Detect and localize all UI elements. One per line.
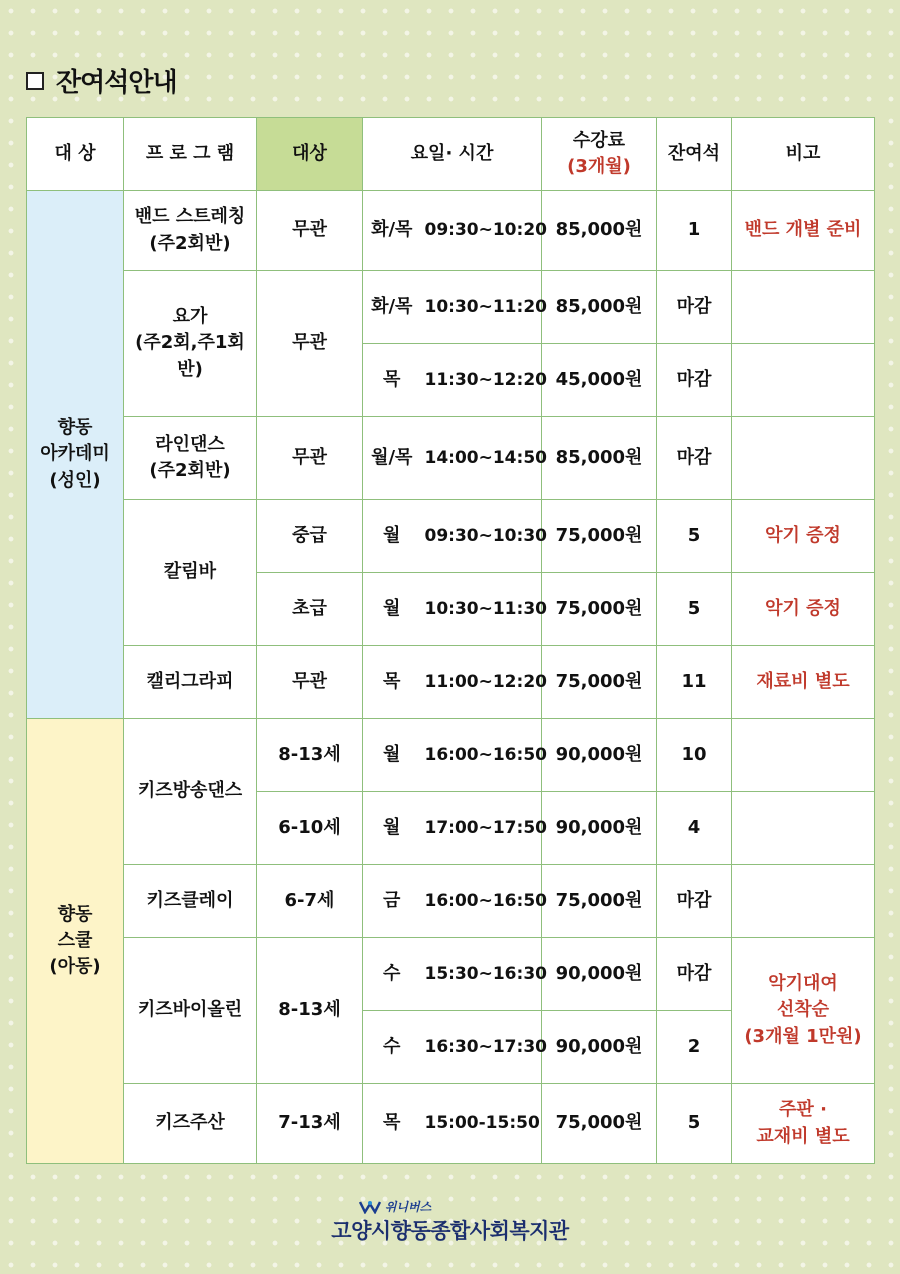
time-cell: 16:00~16:50 <box>421 865 542 938</box>
program-cell <box>124 938 257 1084</box>
note-cell <box>732 1084 875 1164</box>
seats-cell: 5 <box>657 500 732 573</box>
seats-cell: 5 <box>657 573 732 646</box>
program-cell <box>124 417 257 500</box>
day-cell: 월/목 <box>363 417 421 500</box>
note-cell <box>732 417 875 500</box>
level-cell: 무관 <box>257 646 363 719</box>
fee-label: 수강료 <box>572 129 626 151</box>
note-line: 밴드 개별 준비 <box>744 219 862 241</box>
logo-text: 위니버스 <box>384 1200 432 1214</box>
note-line: 악기 증정 <box>765 524 841 546</box>
day-cell: 목 <box>363 344 421 417</box>
note-cell <box>732 719 875 792</box>
fee-cell: 75,000원 <box>542 865 657 938</box>
program-cell <box>124 719 257 865</box>
table-row <box>27 500 875 573</box>
fee-period-note: (3개월) <box>567 156 631 177</box>
seats-cell: 마감 <box>657 865 732 938</box>
fee-cell: 85,000원 <box>542 417 657 500</box>
note-line: (3개월 1만원) <box>744 1025 862 1047</box>
time-cell: 17:00~17:50 <box>421 792 542 865</box>
col-header-level: 대상 <box>257 118 363 191</box>
program-cell <box>124 271 257 417</box>
time-cell: 11:30~12:20 <box>421 344 542 417</box>
program-sub: (주2회반) <box>149 460 231 481</box>
note-cell <box>732 271 875 344</box>
fee-cell: 75,000원 <box>542 646 657 719</box>
fee-cell: 85,000원 <box>542 271 657 344</box>
note-cell <box>732 646 875 719</box>
seats-cell: 마감 <box>657 344 732 417</box>
group-label-line: 스쿨 <box>57 929 93 951</box>
program-cell <box>124 1084 257 1164</box>
program-name: 키즈방송댄스 <box>137 780 243 802</box>
time-cell: 16:30~17:30 <box>421 1011 542 1084</box>
table-row <box>27 646 875 719</box>
program-name: 칼림바 <box>163 561 217 583</box>
time-cell: 15:00-15:50 <box>421 1084 542 1164</box>
time-cell: 16:00~16:50 <box>421 719 542 792</box>
note-cell <box>732 344 875 417</box>
day-cell: 목 <box>363 1084 421 1164</box>
time-cell: 10:30~11:20 <box>421 271 542 344</box>
table-header-row <box>27 118 875 191</box>
remaining-seats-table <box>26 117 875 1164</box>
footer <box>0 1198 900 1245</box>
day-cell: 화/목 <box>363 191 421 271</box>
note-line: 악기대여 <box>768 973 838 995</box>
program-name: 라인댄스 <box>155 433 225 455</box>
fee-cell: 45,000원 <box>542 344 657 417</box>
level-cell: 6-10세 <box>257 792 363 865</box>
day-cell: 목 <box>363 646 421 719</box>
note-cell <box>732 792 875 865</box>
table-row <box>27 1084 875 1164</box>
fee-cell: 75,000원 <box>542 500 657 573</box>
note-line: 재료비 별도 <box>756 670 850 692</box>
note-cell <box>732 191 875 271</box>
note-line: 교재비 별도 <box>756 1125 850 1147</box>
program-name: 밴드 스트레칭 <box>134 206 246 228</box>
fee-cell: 75,000원 <box>542 1084 657 1164</box>
note-line: 악기 증정 <box>765 597 841 619</box>
program-name: 요가 <box>172 306 208 328</box>
level-cell: 무관 <box>257 417 363 500</box>
day-cell: 월 <box>363 500 421 573</box>
note-cell <box>732 938 875 1084</box>
note-line: 주판 · <box>779 1099 827 1121</box>
organization-logo <box>0 1198 900 1215</box>
table-row <box>27 417 875 500</box>
program-sub: (주2회반) <box>149 232 231 254</box>
time-cell: 09:30~10:30 <box>421 500 542 573</box>
program-cell <box>124 500 257 646</box>
table-row <box>27 938 875 1011</box>
day-cell: 월 <box>363 719 421 792</box>
table-row <box>27 719 875 792</box>
seats-cell: 2 <box>657 1011 732 1084</box>
day-cell: 화/목 <box>363 271 421 344</box>
level-cell: 중급 <box>257 500 363 573</box>
program-name: 캘리그라피 <box>146 670 234 692</box>
col-header-fee <box>542 118 657 191</box>
group-label-line: 향동 <box>57 903 93 925</box>
note-cell <box>732 573 875 646</box>
organization-name: 고양시향동종합사회복지관 <box>331 1219 569 1243</box>
note-cell <box>732 500 875 573</box>
section-heading <box>26 62 177 99</box>
group-label-line: (성인) <box>49 469 101 491</box>
group-label-line: 아카데미 <box>40 443 110 465</box>
table-row <box>27 191 875 271</box>
group-label-line: (아동) <box>49 956 101 978</box>
program-name: 키즈바이올린 <box>137 999 243 1021</box>
fee-cell: 90,000원 <box>542 719 657 792</box>
col-header-seats: 잔여석 <box>657 118 732 191</box>
program-cell <box>124 865 257 938</box>
seats-cell: 10 <box>657 719 732 792</box>
program-cell <box>124 646 257 719</box>
level-cell: 6-7세 <box>257 865 363 938</box>
fee-cell: 90,000원 <box>542 938 657 1011</box>
table-row <box>27 865 875 938</box>
day-cell: 수 <box>363 938 421 1011</box>
logo-mark-icon <box>359 1200 381 1214</box>
fee-cell: 90,000원 <box>542 1011 657 1084</box>
fee-cell: 85,000원 <box>542 191 657 271</box>
time-cell: 14:00~14:50 <box>421 417 542 500</box>
checkbox-marker-icon <box>26 72 44 90</box>
fee-cell: 90,000원 <box>542 792 657 865</box>
level-cell: 8-13세 <box>257 719 363 792</box>
group-label-line: 향동 <box>57 417 93 439</box>
col-header-day-time: 요일· 시간 <box>363 118 542 191</box>
program-cell <box>124 191 257 271</box>
group-cell-school <box>27 719 124 1164</box>
time-cell: 15:30~16:30 <box>421 938 542 1011</box>
level-cell: 7-13세 <box>257 1084 363 1164</box>
day-cell: 월 <box>363 792 421 865</box>
program-name: 키즈클레이 <box>146 889 234 911</box>
seats-cell: 5 <box>657 1084 732 1164</box>
time-cell: 11:00~12:20 <box>421 646 542 719</box>
level-cell: 초급 <box>257 573 363 646</box>
seats-cell: 마감 <box>657 271 732 344</box>
level-cell: 8-13세 <box>257 938 363 1084</box>
day-cell: 월 <box>363 573 421 646</box>
note-line: 선착순 <box>776 999 830 1021</box>
fee-cell: 75,000원 <box>542 573 657 646</box>
page-title: 잔여석안내 <box>56 68 177 98</box>
col-header-note: 비고 <box>732 118 875 191</box>
seats-cell: 1 <box>657 191 732 271</box>
program-name: 키즈주산 <box>155 1112 225 1134</box>
seats-cell: 마감 <box>657 417 732 500</box>
col-header-target: 대 상 <box>27 118 124 191</box>
day-cell: 수 <box>363 1011 421 1084</box>
time-cell: 09:30~10:20 <box>421 191 542 271</box>
seats-cell: 4 <box>657 792 732 865</box>
seats-cell: 11 <box>657 646 732 719</box>
level-cell: 무관 <box>257 191 363 271</box>
program-sub: (주2회,주1회반) <box>135 332 245 380</box>
day-cell: 금 <box>363 865 421 938</box>
level-cell: 무관 <box>257 271 363 417</box>
seats-cell: 마감 <box>657 938 732 1011</box>
note-cell <box>732 865 875 938</box>
col-header-program: 프 로 그 램 <box>124 118 257 191</box>
group-cell-academy <box>27 191 124 719</box>
time-cell: 10:30~11:30 <box>421 573 542 646</box>
table-row <box>27 271 875 344</box>
